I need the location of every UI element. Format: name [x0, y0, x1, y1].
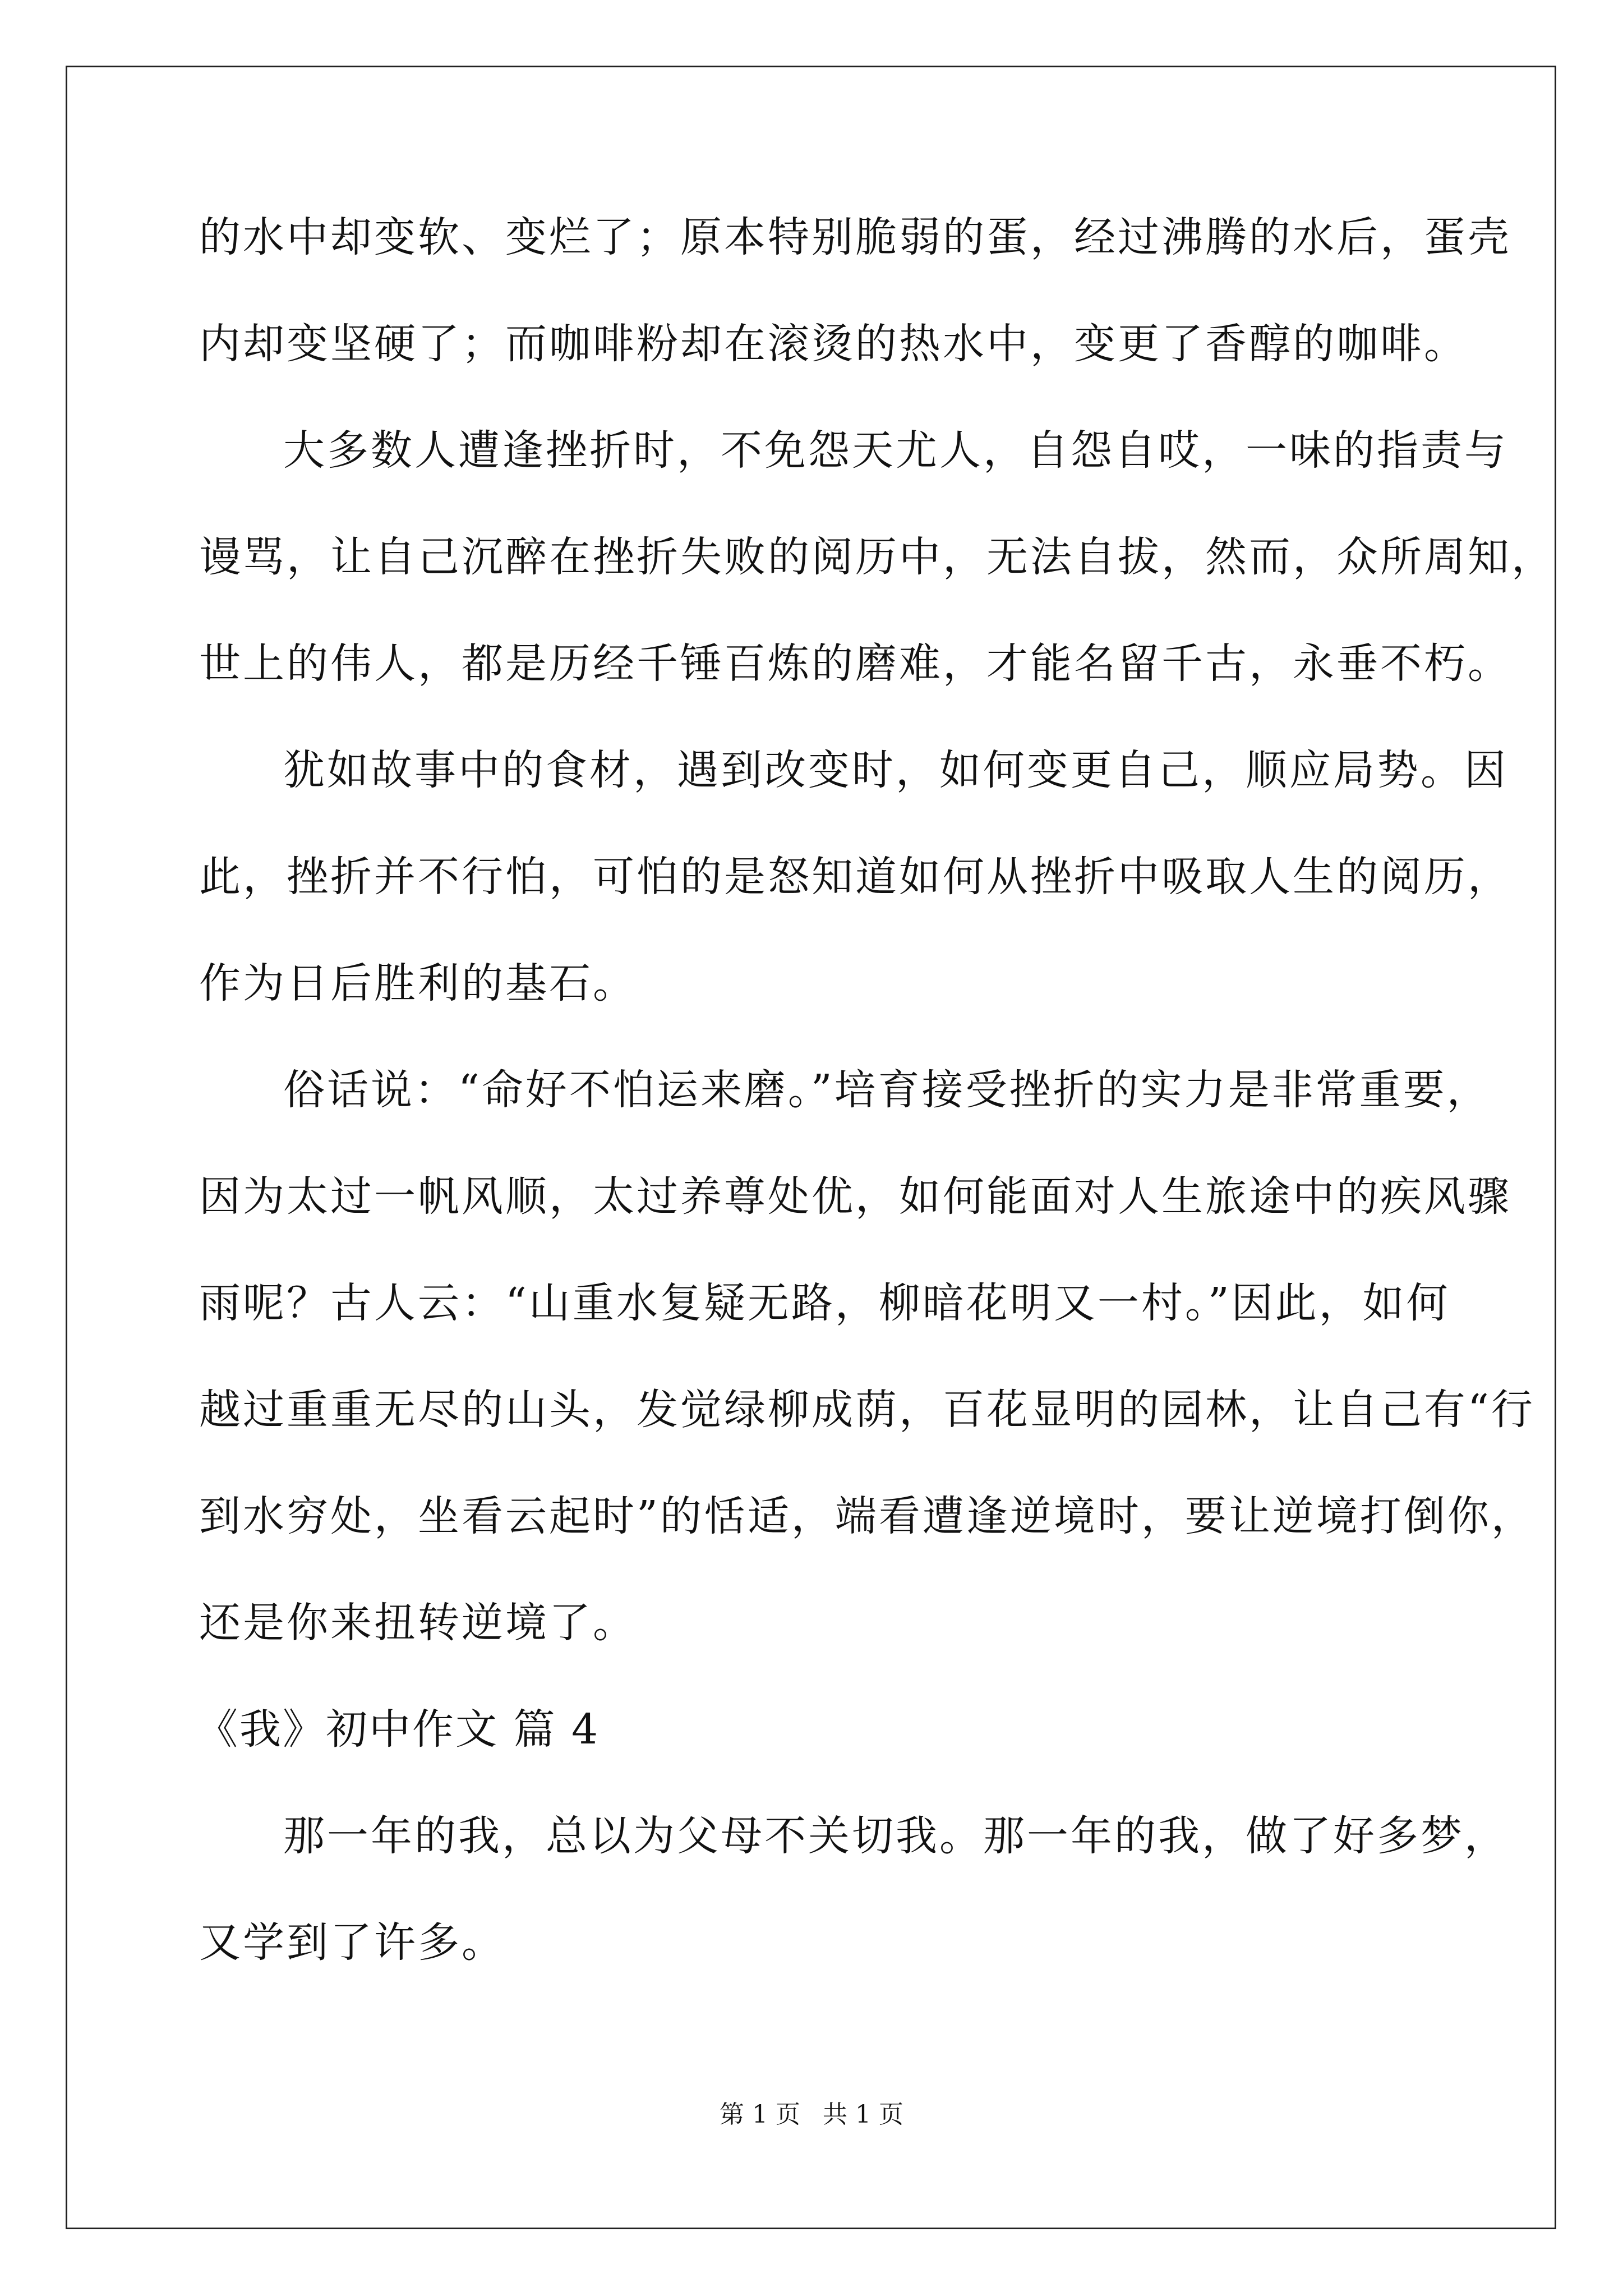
paragraph-line: 世上的伟人，都是历经千锤百炼的磨难，才能名留千古，永垂不朽。 [199, 639, 1511, 688]
paragraph-line: 谩骂，让自己沉醉在挫折失败的阅历中，无法自拔，然而，众所周知， [199, 533, 1555, 581]
paragraph-line: 作为日后胜利的基石。 [199, 959, 637, 1007]
paragraph-line: 大多数人遭逢挫折时，不免怨天尤人，自怨自哎，一味的指责与 [283, 426, 1508, 475]
paragraph-line: 的水中却变软、变烂了；原本特别脆弱的蛋，经过沸腾的水后，蛋壳 [199, 213, 1511, 261]
paragraph-line: 犹如故事中的食材，遇到改变时，如何变更自己，顺应局势。因 [283, 746, 1508, 794]
section-heading: 《我》初中作文 篇 4 [196, 1705, 600, 1754]
paragraph-line: 那一年的我，总以为父母不关切我。那一年的我，做了好多梦， [283, 1812, 1508, 1860]
paragraph-line: 内却变坚硬了；而咖啡粉却在滚烫的热水中，变更了香醇的咖啡。 [199, 320, 1468, 368]
paragraph-line: 俗话说：“命好不怕运来磨。”培育接受挫折的实力是非常重要， [283, 1066, 1491, 1114]
page-footer [0, 2098, 1623, 2132]
paragraph-line: 越过重重无尽的山头，发觉绿柳成荫，百花显明的园林，让自己有“行 [199, 1386, 1535, 1434]
page-border [66, 66, 1556, 2229]
paragraph-line: 又学到了许多。 [199, 1918, 505, 1967]
page-number: 第 1 页 [720, 2100, 800, 2129]
paragraph-line: 还是你来扭转逆境了。 [199, 1599, 637, 1647]
paragraph-line: 此，挫折并不行怕，可怕的是怒知道如何从挫折中吸取人生的阅历， [199, 853, 1511, 901]
paragraph-line: 雨呢？古人云：“山重水复疑无路，柳暗花明又一村。”因此，如何 [199, 1279, 1450, 1327]
paragraph-line: 因为太过一帆风顺，太过养尊处优，如何能面对人生旅途中的疾风骤 [199, 1172, 1511, 1221]
page-total: 共 1 页 [823, 2100, 903, 2129]
paragraph-line: 到水穷处，坐看云起时”的恬适，端看遭逢逆境时，要让逆境打倒你， [199, 1492, 1535, 1540]
